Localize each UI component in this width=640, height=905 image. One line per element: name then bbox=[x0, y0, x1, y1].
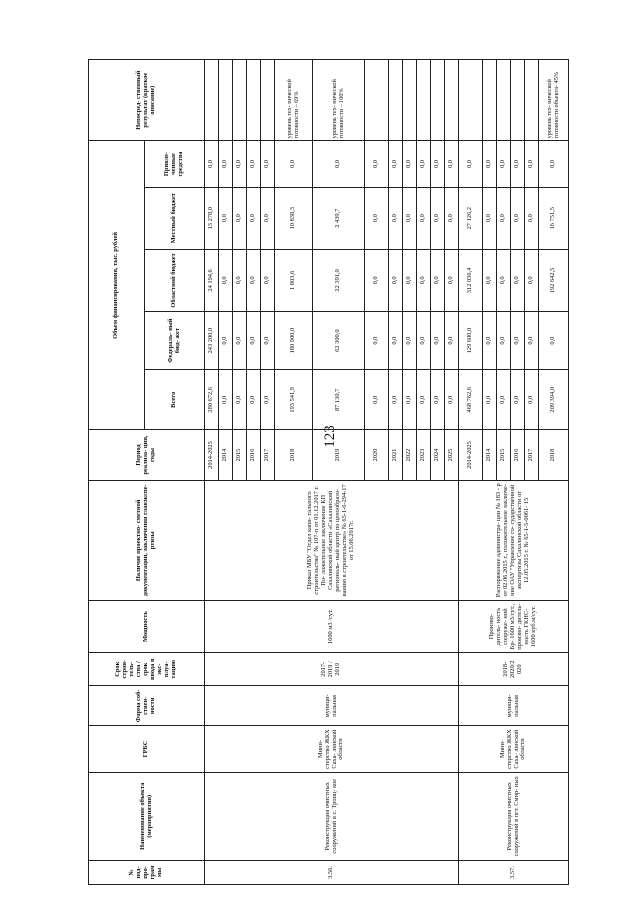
total-cell: 209 394,0 bbox=[539, 370, 569, 430]
federal-cell: 0,0 bbox=[403, 312, 417, 370]
local-cell: 0,0 bbox=[417, 187, 431, 249]
result-cell bbox=[483, 60, 497, 141]
financing-table bbox=[88, 59, 569, 885]
rotated-table-wrapper bbox=[88, 59, 560, 885]
attracted-cell: 0,0 bbox=[261, 141, 275, 187]
object-capacity: Произво- дитель- ность сооруже- ний Бр- 1600 м3/сут., произво- дитель- ность ГКНС- 1600 куб.м/сут. bbox=[459, 601, 569, 653]
regional-cell: 0,0 bbox=[261, 249, 275, 311]
regional-cell: 0,0 bbox=[525, 249, 539, 311]
total-cell: 0,0 bbox=[365, 370, 389, 430]
attracted-cell: 0,0 bbox=[233, 141, 247, 187]
total-cell: 280 672,6 bbox=[205, 370, 219, 430]
period-cell: 2015 bbox=[497, 430, 511, 480]
period-cell: 2025 bbox=[445, 430, 459, 480]
page-number: 123 bbox=[321, 425, 338, 448]
period-cell: 2019 bbox=[313, 430, 365, 480]
federal-cell: 0,0 bbox=[389, 312, 403, 370]
result-cell bbox=[459, 60, 483, 141]
result-cell: уровень тех- нической готовности – 69% bbox=[275, 60, 313, 141]
total-cell: 0,0 bbox=[431, 370, 445, 430]
result-cell bbox=[365, 60, 389, 141]
federal-cell: 0,0 bbox=[525, 312, 539, 370]
federal-cell: 129 600,0 bbox=[459, 312, 483, 370]
header-total: Всего bbox=[145, 370, 205, 430]
attracted-cell: 0,0 bbox=[431, 141, 445, 187]
result-cell bbox=[431, 60, 445, 141]
regional-cell: 0,0 bbox=[389, 249, 403, 311]
table-body bbox=[205, 60, 569, 885]
local-cell: 0,0 bbox=[431, 187, 445, 249]
object-docs: Приказ МБУ "Отдел капи- тального строительства" № 107-п от 01.12.2017 г. По- ложительное заключение КП Сахалинской области «Сахалинский региональ- ный центр по ценообразо- ванию в строительстве» № 65-1-6-294-17 от 15.06.2017г. bbox=[205, 480, 459, 600]
object-num: 3.57. bbox=[459, 860, 569, 884]
local-cell: 16 751,5 bbox=[539, 187, 569, 249]
local-cell: 13 278,0 bbox=[205, 187, 219, 249]
regional-cell: 0,0 bbox=[233, 249, 247, 311]
regional-cell: 0,0 bbox=[247, 249, 261, 311]
attracted-cell: 0,0 bbox=[445, 141, 459, 187]
local-cell: 0,0 bbox=[389, 187, 403, 249]
federal-cell: 0,0 bbox=[417, 312, 431, 370]
local-cell: 0,0 bbox=[497, 187, 511, 249]
result-cell bbox=[205, 60, 219, 141]
total-cell: 193 541,9 bbox=[275, 370, 313, 430]
federal-cell: 0,0 bbox=[233, 312, 247, 370]
header-term: Срок строи- тель- ства / срок ввода в экс- плуа- тацию bbox=[89, 653, 205, 686]
federal-cell: 0,0 bbox=[483, 312, 497, 370]
federal-cell: 180 900,0 bbox=[275, 312, 313, 370]
attracted-cell: 0,0 bbox=[205, 141, 219, 187]
header-name: Наименование объекта (мероприятия) bbox=[89, 772, 205, 860]
period-cell: 2018 bbox=[539, 430, 569, 480]
result-cell: уровень тех- нической готовности объекта- 45% bbox=[539, 60, 569, 141]
total-cell: 0,0 bbox=[403, 370, 417, 430]
object-name: Реконструкция очистных сооружений в с. Троиц- кое bbox=[205, 772, 459, 860]
regional-cell: 24 194,6 bbox=[205, 249, 219, 311]
local-cell: 0,0 bbox=[365, 187, 389, 249]
regional-cell: 0,0 bbox=[403, 249, 417, 311]
total-cell: 0,0 bbox=[417, 370, 431, 430]
attracted-cell: 0,0 bbox=[365, 141, 389, 187]
total-cell: 0,0 bbox=[261, 370, 275, 430]
result-cell bbox=[389, 60, 403, 141]
object-term: 2018- 2020/2 020 bbox=[459, 653, 569, 686]
local-cell: 0,0 bbox=[445, 187, 459, 249]
attracted-cell: 0,0 bbox=[525, 141, 539, 187]
total-cell: 0,0 bbox=[525, 370, 539, 430]
attracted-cell: 0,0 bbox=[459, 141, 483, 187]
regional-cell: 192 642,5 bbox=[539, 249, 569, 311]
local-cell: 27 126,2 bbox=[459, 187, 483, 249]
attracted-cell: 0,0 bbox=[511, 141, 525, 187]
object-term: 2017- 2019 / 2019 bbox=[205, 653, 459, 686]
period-cell: 2023 bbox=[417, 430, 431, 480]
period-cell: 2024 bbox=[431, 430, 445, 480]
header-num: № под- про- грам мы bbox=[89, 860, 205, 884]
local-cell: 2 439,7 bbox=[313, 187, 365, 249]
period-cell: 2017 bbox=[261, 430, 275, 480]
attracted-cell: 0,0 bbox=[275, 141, 313, 187]
federal-cell: 0,0 bbox=[261, 312, 275, 370]
header-financing: Объем финансирования, тыс. рублей bbox=[89, 141, 145, 430]
header-docs: Наличие проектно- сметной документации, заключения главэкспе- ртизы bbox=[89, 480, 205, 600]
period-cell: 2014 bbox=[219, 430, 233, 480]
attracted-cell: 0,0 bbox=[417, 141, 431, 187]
attracted-cell: 0,0 bbox=[389, 141, 403, 187]
federal-cell: 62 300,0 bbox=[313, 312, 365, 370]
object-num: 3.56. bbox=[205, 860, 459, 884]
table-row bbox=[459, 60, 483, 885]
period-cell: 2017 bbox=[525, 430, 539, 480]
federal-cell: 0,0 bbox=[247, 312, 261, 370]
header-attracted: Привле- ченные средства bbox=[145, 141, 205, 187]
total-cell: 0,0 bbox=[247, 370, 261, 430]
period-cell: 2018 bbox=[275, 430, 313, 480]
attracted-cell: 0,0 bbox=[313, 141, 365, 187]
federal-cell: 0,0 bbox=[445, 312, 459, 370]
period-cell: 2014-2025 bbox=[205, 430, 219, 480]
regional-cell: 0,0 bbox=[365, 249, 389, 311]
object-form: муници- пальная bbox=[459, 686, 569, 726]
local-cell: 10 838,3 bbox=[275, 187, 313, 249]
federal-cell: 0,0 bbox=[497, 312, 511, 370]
local-cell: 0,0 bbox=[511, 187, 525, 249]
table-row bbox=[205, 60, 219, 885]
regional-cell: 22 391,0 bbox=[313, 249, 365, 311]
period-cell: 2014 bbox=[483, 430, 497, 480]
attracted-cell: 0,0 bbox=[247, 141, 261, 187]
attracted-cell: 0,0 bbox=[219, 141, 233, 187]
total-cell: 0,0 bbox=[497, 370, 511, 430]
regional-cell: 0,0 bbox=[445, 249, 459, 311]
regional-cell: 0,0 bbox=[483, 249, 497, 311]
attracted-cell: 0,0 bbox=[483, 141, 497, 187]
object-docs: Распоряжение администра- ции № 183 - р от 02.06.2015 г., положительное заключе- ние ОАУ "Управление го- сударственной экспертизы Сахалинской области от 12.05.2015 г. № 65-1-5-0061- 15 bbox=[459, 480, 569, 600]
total-cell: 0,0 bbox=[445, 370, 459, 430]
header-capacity: Мощность bbox=[89, 601, 205, 653]
local-cell: 0,0 bbox=[403, 187, 417, 249]
period-cell: 2022 bbox=[403, 430, 417, 480]
federal-cell: 0,0 bbox=[365, 312, 389, 370]
result-cell bbox=[417, 60, 431, 141]
local-cell: 0,0 bbox=[219, 187, 233, 249]
attracted-cell: 0,0 bbox=[539, 141, 569, 187]
result-cell bbox=[525, 60, 539, 141]
local-cell: 0,0 bbox=[233, 187, 247, 249]
header-form: Форма соб- ствен- ности bbox=[89, 686, 205, 726]
period-cell: 2015 bbox=[233, 430, 247, 480]
period-cell: 2016 bbox=[247, 430, 261, 480]
object-grbs: Мини- стерство ЖКХ Саха- линской области bbox=[459, 726, 569, 772]
total-cell: 0,0 bbox=[389, 370, 403, 430]
regional-cell: 1 803,6 bbox=[275, 249, 313, 311]
object-name: Реконструкция очистных сооружений в пгт. Смир- ных bbox=[459, 772, 569, 860]
regional-cell: 0,0 bbox=[219, 249, 233, 311]
attracted-cell: 0,0 bbox=[403, 141, 417, 187]
total-cell: 0,0 bbox=[483, 370, 497, 430]
result-cell bbox=[233, 60, 247, 141]
total-cell: 0,0 bbox=[511, 370, 525, 430]
header-local: Местный бюджет bbox=[145, 187, 205, 249]
federal-cell: 0,0 bbox=[431, 312, 445, 370]
attracted-cell: 0,0 bbox=[497, 141, 511, 187]
header-federal: Федераль- ный бюд- жет bbox=[145, 312, 205, 370]
local-cell: 0,0 bbox=[261, 187, 275, 249]
regional-cell: 0,0 bbox=[497, 249, 511, 311]
result-cell bbox=[511, 60, 525, 141]
regional-cell: 312 036,4 bbox=[459, 249, 483, 311]
regional-cell: 0,0 bbox=[417, 249, 431, 311]
period-cell: 2014-2025 bbox=[459, 430, 483, 480]
local-cell: 0,0 bbox=[525, 187, 539, 249]
object-capacity: 1600 м3 /сут. bbox=[205, 601, 459, 653]
result-cell bbox=[403, 60, 417, 141]
total-cell: 0,0 bbox=[219, 370, 233, 430]
period-cell: 2021 bbox=[389, 430, 403, 480]
total-cell: 468 762,6 bbox=[459, 370, 483, 430]
federal-cell: 0,0 bbox=[219, 312, 233, 370]
regional-cell: 0,0 bbox=[431, 249, 445, 311]
period-cell: 2020 bbox=[365, 430, 389, 480]
header-grbs: ГРБС bbox=[89, 726, 205, 772]
regional-cell: 0,0 bbox=[511, 249, 525, 311]
local-cell: 0,0 bbox=[247, 187, 261, 249]
object-form: муници- пальная bbox=[205, 686, 459, 726]
period-cell: 2016 bbox=[511, 430, 525, 480]
total-cell: 87 130,7 bbox=[313, 370, 365, 430]
object-grbs: Мини- стерство ЖКХ Саха- линской области bbox=[205, 726, 459, 772]
header-result: Непосред- ственный результат (краткое описание) bbox=[89, 60, 205, 141]
result-cell bbox=[497, 60, 511, 141]
result-cell bbox=[261, 60, 275, 141]
result-cell bbox=[219, 60, 233, 141]
federal-cell: 0,0 bbox=[511, 312, 525, 370]
total-cell: 0,0 bbox=[233, 370, 247, 430]
federal-cell: 0,0 bbox=[539, 312, 569, 370]
local-cell: 0,0 bbox=[483, 187, 497, 249]
federal-cell: 243 200,0 bbox=[205, 312, 219, 370]
header-regional: Областной бюджет bbox=[145, 249, 205, 311]
result-cell bbox=[247, 60, 261, 141]
result-cell: уровень тех- нической готовности – 100% bbox=[313, 60, 365, 141]
result-cell bbox=[445, 60, 459, 141]
header-period: Период реализа- ции, годы bbox=[89, 430, 205, 480]
